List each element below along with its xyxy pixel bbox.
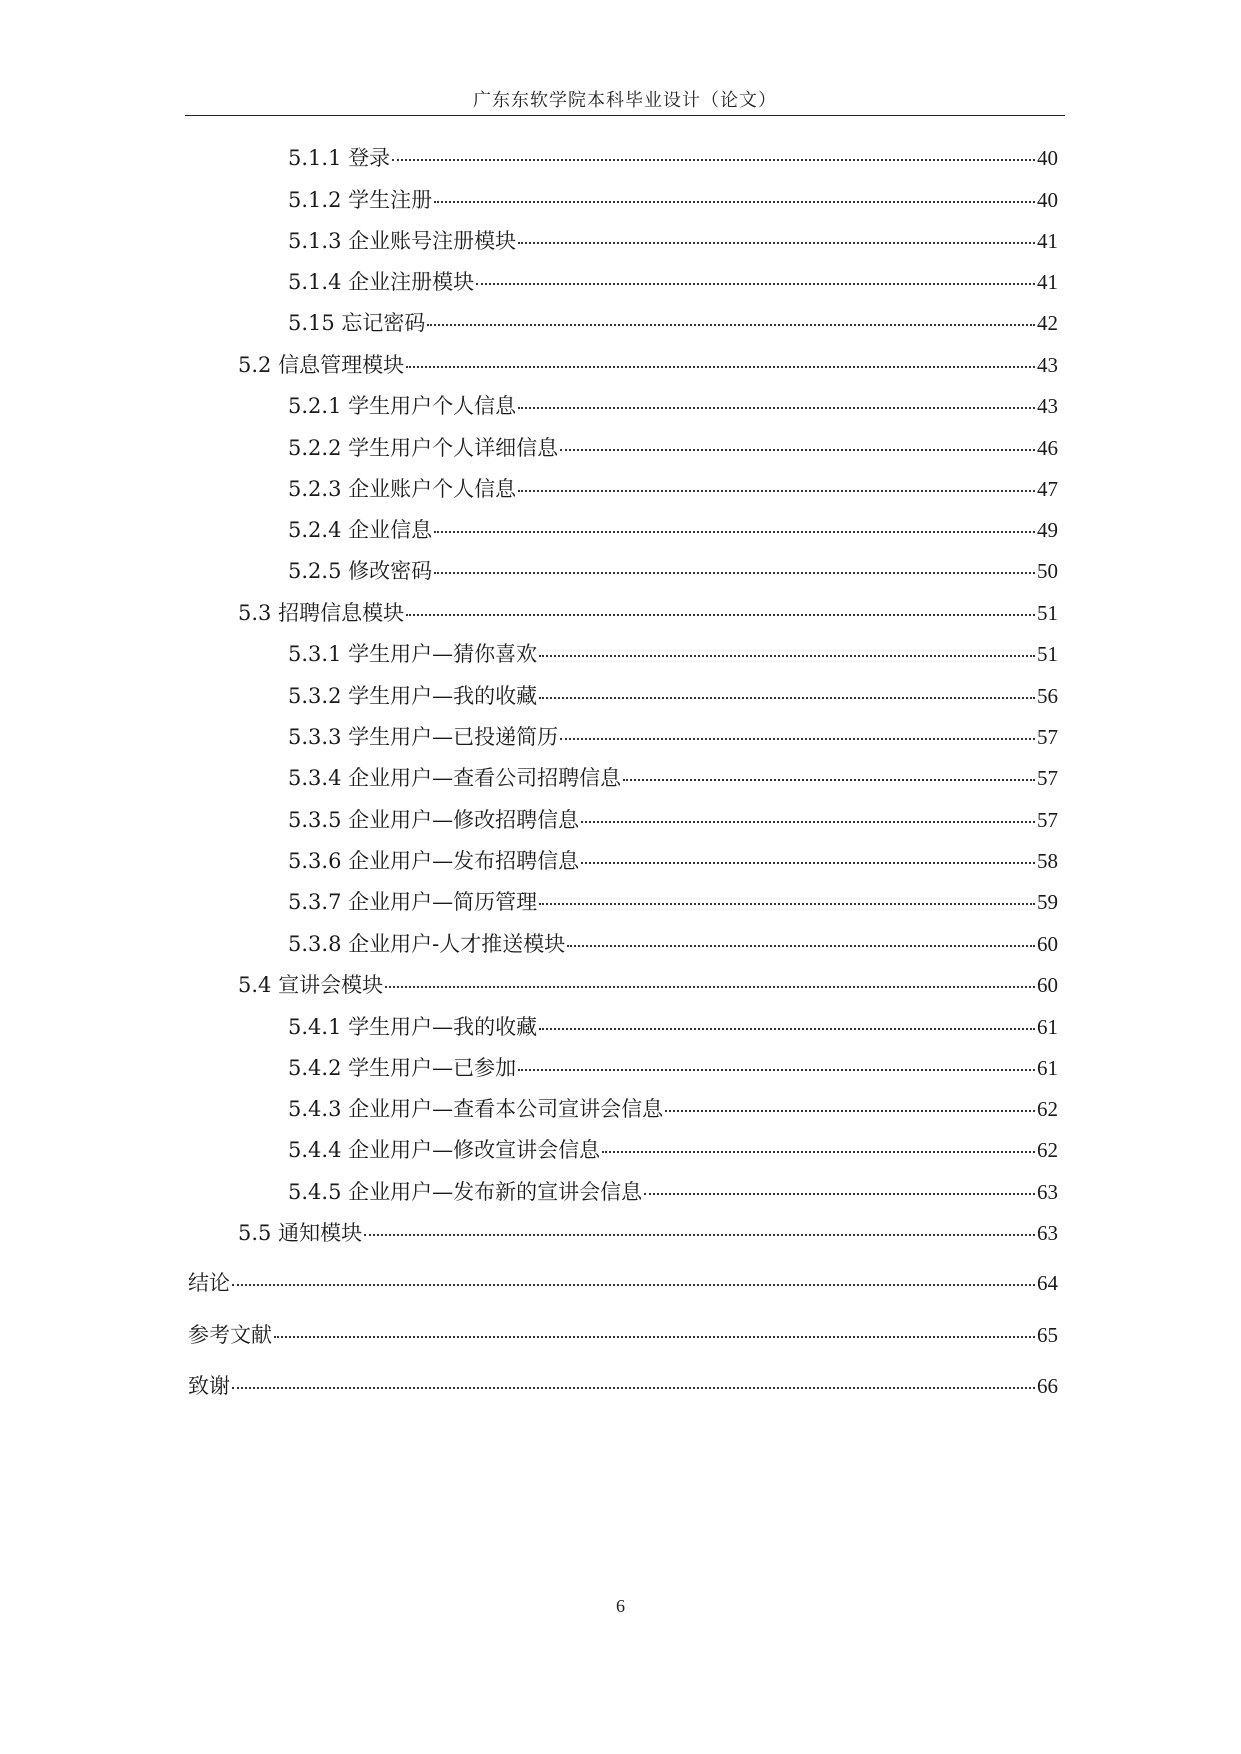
- toc-entry-title: 5.2.5 修改密码: [288, 559, 433, 583]
- toc-entry-title: 致谢: [188, 1374, 230, 1398]
- toc-entry-title: 5.4.5 企业用户—发布新的宣讲会信息: [288, 1180, 643, 1204]
- toc-entry[interactable]: [188, 1321, 1058, 1349]
- toc-dot-leader: [644, 1193, 1035, 1195]
- toc-entry[interactable]: [288, 1095, 1058, 1123]
- toc-dot-leader: [364, 1234, 1035, 1236]
- toc-entry[interactable]: [238, 599, 1058, 627]
- toc-entry-page-number: 50: [1037, 559, 1058, 583]
- toc-entry-page-number: 57: [1037, 808, 1058, 832]
- toc-entry-page-number: 61: [1037, 1056, 1058, 1080]
- toc-entry-title: 5.3.4 企业用户—查看公司招聘信息: [288, 766, 622, 790]
- toc-entry-page-number: 63: [1037, 1180, 1058, 1204]
- toc-dot-leader: [665, 1110, 1035, 1112]
- toc-dot-leader: [427, 324, 1035, 326]
- toc-entry[interactable]: [288, 1054, 1058, 1082]
- toc-dot-leader: [232, 1387, 1035, 1389]
- toc-entry-title: 5.4 宣讲会模块: [238, 973, 384, 997]
- toc-dot-leader: [602, 1151, 1035, 1153]
- toc-entry-title: 5.3.8 企业用户-人才推送模块: [288, 932, 566, 956]
- toc-entry-page-number: 58: [1037, 849, 1058, 873]
- toc-entry-page-number: 60: [1037, 973, 1058, 997]
- toc-entry[interactable]: [288, 434, 1058, 462]
- toc-entry-title: 5.3.5 企业用户—修改招聘信息: [288, 808, 580, 832]
- toc-entry[interactable]: [288, 640, 1058, 668]
- toc-entry-page-number: 65: [1037, 1323, 1058, 1347]
- toc-entry-title: 5.1.4 企业注册模块: [288, 270, 475, 294]
- toc-entry-page-number: 40: [1037, 146, 1058, 170]
- toc-entry-title: 5.2.4 企业信息: [288, 518, 433, 542]
- toc-entry[interactable]: [288, 723, 1058, 751]
- toc-entry-title: 5.1.2 学生注册: [288, 188, 433, 212]
- toc-dot-leader: [518, 242, 1035, 244]
- toc-entry-page-number: 63: [1037, 1221, 1058, 1245]
- toc-entry[interactable]: [288, 186, 1058, 214]
- toc-dot-leader: [581, 862, 1035, 864]
- toc-entry-page-number: 56: [1037, 684, 1058, 708]
- toc-dot-leader: [539, 655, 1035, 657]
- toc-entry-title: 5.15 忘记密码: [288, 311, 426, 335]
- toc-entry-title: 5.4.4 企业用户—修改宣讲会信息: [288, 1138, 601, 1162]
- toc-entry[interactable]: [288, 888, 1058, 916]
- toc-dot-leader: [518, 1069, 1035, 1071]
- toc-dot-leader: [581, 821, 1035, 823]
- toc-dot-leader: [567, 945, 1035, 947]
- toc-entry-page-number: 41: [1037, 270, 1058, 294]
- toc-entry[interactable]: [288, 557, 1058, 585]
- toc-entry[interactable]: [288, 516, 1058, 544]
- toc-entry[interactable]: [288, 682, 1058, 710]
- toc-entry-page-number: 43: [1037, 353, 1058, 377]
- toc-entry-title: 5.2.1 学生用户个人信息: [288, 394, 517, 418]
- toc-entry[interactable]: [288, 1178, 1058, 1206]
- toc-dot-leader: [434, 201, 1035, 203]
- toc-entry[interactable]: [288, 268, 1058, 296]
- toc-entry-title: 5.2 信息管理模块: [238, 353, 405, 377]
- toc-dot-leader: [539, 697, 1035, 699]
- toc-entry-title: 5.3.6 企业用户—发布招聘信息: [288, 849, 580, 873]
- toc-entry-title: 5.2.3 企业账户个人信息: [288, 477, 517, 501]
- toc-dot-leader: [518, 407, 1035, 409]
- toc-entry[interactable]: [188, 1269, 1058, 1297]
- toc-entry[interactable]: [288, 1136, 1058, 1164]
- toc-dot-leader: [274, 1336, 1035, 1338]
- toc-entry-title: 5.5 通知模块: [238, 1221, 363, 1245]
- page-header-title: 广东东软学院本科毕业设计（论文）: [473, 90, 777, 111]
- toc-entry-title: 5.3 招聘信息模块: [238, 601, 405, 625]
- toc-entry-title: 5.4.3 企业用户—查看本公司宣讲会信息: [288, 1097, 664, 1121]
- toc-dot-leader: [406, 366, 1035, 368]
- toc-entry-page-number: 62: [1037, 1138, 1058, 1162]
- toc-entry-title: 参考文献: [188, 1323, 272, 1347]
- toc-entry-page-number: 60: [1037, 932, 1058, 956]
- toc-entry[interactable]: [288, 475, 1058, 503]
- toc-entry[interactable]: [288, 392, 1058, 420]
- toc-entry-title: 5.2.2 学生用户个人详细信息: [288, 436, 559, 460]
- toc-entry[interactable]: [288, 144, 1058, 172]
- toc-entry-page-number: 51: [1037, 642, 1058, 666]
- toc-entry-page-number: 43: [1037, 394, 1058, 418]
- page-number: 6: [616, 1596, 625, 1616]
- toc-dot-leader: [232, 1284, 1035, 1286]
- toc-entry-page-number: 41: [1037, 229, 1058, 253]
- toc-dot-leader: [434, 531, 1035, 533]
- toc-entry-page-number: 59: [1037, 890, 1058, 914]
- toc-entry-title: 5.1.3 企业账号注册模块: [288, 229, 517, 253]
- toc-entry-page-number: 64: [1037, 1271, 1058, 1295]
- toc-entry-title: 5.3.1 学生用户—猜你喜欢: [288, 642, 538, 666]
- toc-entry-page-number: 46: [1037, 436, 1058, 460]
- toc-dot-leader: [560, 738, 1035, 740]
- toc-entry-page-number: 40: [1037, 188, 1058, 212]
- toc-entry-title: 5.4.1 学生用户—我的收藏: [288, 1015, 538, 1039]
- toc-entry-page-number: 47: [1037, 477, 1058, 501]
- toc-entry[interactable]: [288, 309, 1058, 337]
- toc-entry[interactable]: [288, 764, 1058, 792]
- toc-entry-title: 5.3.7 企业用户—简历管理: [288, 890, 538, 914]
- toc-dot-leader: [539, 1028, 1035, 1030]
- toc-entry[interactable]: [288, 1013, 1058, 1041]
- toc-dot-leader: [539, 903, 1035, 905]
- toc-dot-leader: [623, 779, 1035, 781]
- toc-entry[interactable]: [188, 1372, 1058, 1400]
- toc-entry[interactable]: [288, 847, 1058, 875]
- toc-entry-page-number: 42: [1037, 311, 1058, 335]
- toc-dot-leader: [434, 572, 1035, 574]
- toc-entry-page-number: 62: [1037, 1097, 1058, 1121]
- toc-entry-page-number: 66: [1037, 1374, 1058, 1398]
- toc-entry-page-number: 51: [1037, 601, 1058, 625]
- toc-entry[interactable]: [288, 930, 1058, 958]
- toc-entry[interactable]: [238, 971, 1058, 999]
- toc-dot-leader: [476, 283, 1035, 285]
- toc-entry-page-number: 57: [1037, 766, 1058, 790]
- toc-dot-leader: [518, 490, 1035, 492]
- toc-dot-leader: [560, 449, 1035, 451]
- toc-dot-leader: [385, 986, 1035, 988]
- toc-entry-page-number: 49: [1037, 518, 1058, 542]
- toc-entry[interactable]: [288, 227, 1058, 255]
- toc-entry-page-number: 61: [1037, 1015, 1058, 1039]
- toc-entry-title: 5.3.2 学生用户—我的收藏: [288, 684, 538, 708]
- toc-entry[interactable]: [238, 351, 1058, 379]
- toc-entry-title: 5.1.1 登录: [288, 146, 391, 170]
- header-divider: [185, 115, 1065, 116]
- toc-dot-leader: [406, 614, 1035, 616]
- toc-dot-leader: [392, 159, 1035, 161]
- toc-entry[interactable]: [238, 1219, 1058, 1247]
- toc-entry-title: 5.3.3 学生用户—已投递简历: [288, 725, 559, 749]
- toc-entry-title: 结论: [188, 1271, 230, 1295]
- toc-entry[interactable]: [288, 806, 1058, 834]
- toc-entry-page-number: 57: [1037, 725, 1058, 749]
- toc-entry-title: 5.4.2 学生用户—已参加: [288, 1056, 517, 1080]
